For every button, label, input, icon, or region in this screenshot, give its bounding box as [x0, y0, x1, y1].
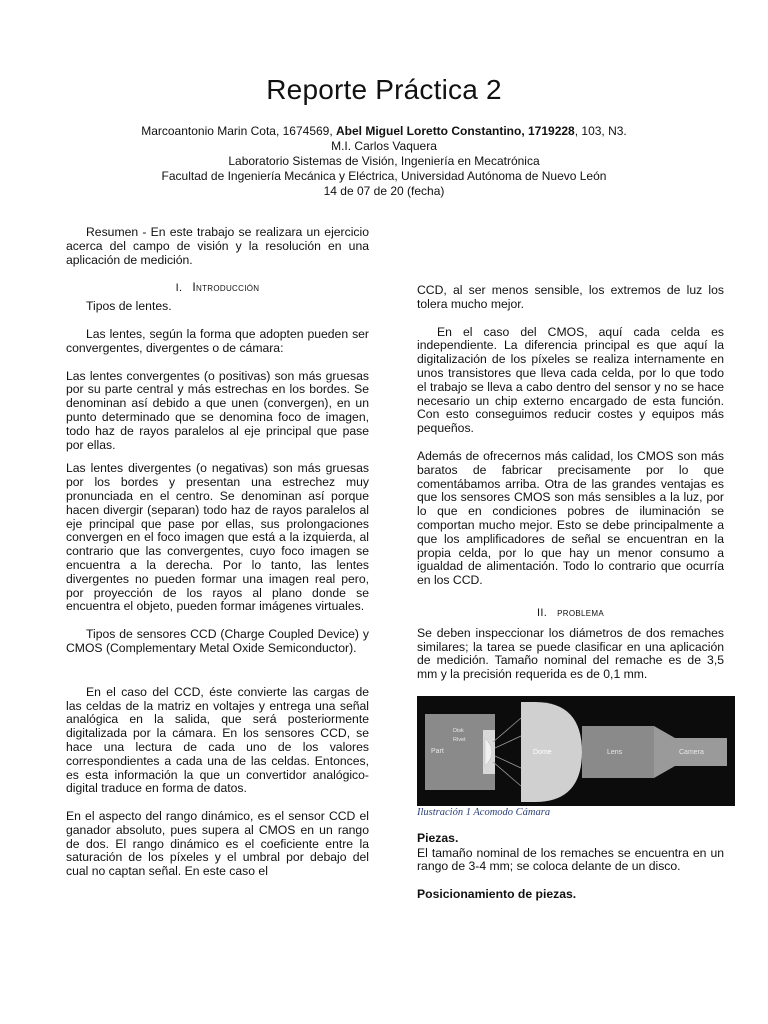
- left-column: [66, 226, 369, 879]
- label-rivet: Rivet: [453, 736, 466, 743]
- section-2-number: II.: [537, 606, 548, 619]
- section-1-heading: [66, 281, 369, 296]
- abstract: Resumen - En este trabajo se realizara un ejercicio acerca del campo de visión y la resolución en una aplicación de medición.: [66, 225, 369, 267]
- section-2-title: problema: [557, 604, 604, 619]
- paragraph-ccd-continued: CCD, al ser menos sensible, los extremos de luz los tolera mucho mejor.: [417, 283, 724, 311]
- page-title: Reporte Práctica 2: [266, 74, 502, 105]
- paragraph-piezas: El tamaño nominal de los remaches se encuentra en un rango de 3-4 mm; se coloca delante de un disco.: [417, 845, 724, 874]
- paragraph-cmos: En el caso del CMOS, aquí cada celda es independiente. La diferencia principal es que aquí la digitalización de los píxeles se realiza internamente en unos transistores que lleva cada celda, por lo que todo el trabajo se lleva a cabo dentro del sensor y no se hace necesario un chip externo encargado de esta función. Con esto conseguimos reducir costes y equipos más pequeños.: [417, 324, 724, 436]
- paragraph-sensores: Tipos de sensores CCD (Charge Coupled Device) y CMOS (Complementary Metal Oxide Semiconductor).: [66, 627, 369, 655]
- header-block: [0, 124, 768, 199]
- camera-setup-diagram: [417, 696, 735, 806]
- label-lens: Lens: [607, 748, 623, 756]
- label-part: Part: [431, 747, 444, 755]
- paragraph-rango-dinamico: En el aspecto del rango dinámico, es el sensor CCD el ganador absoluto, pues supera al CMOS en un rango de dos. El rango dinámico es el coeficiente entre la saturación de los píxeles y el umbral por debajo del cual no captan señal. En este caso el: [66, 809, 369, 879]
- paragraph-convergentes: Las lentes convergentes (o positivas) son más gruesas por su parte central y más estrechas en los bordes. Se denominan así debido a que unen (convergen), en un punto determinado que se denomina foco de imagen, todo haz de rayos paralelos al eje principal que pase por ellas.: [66, 368, 369, 452]
- paragraph-tipos-lentes: Tipos de lentes.: [86, 299, 172, 314]
- paragraph-divergentes: Las lentes divergentes (o negativas) son más gruesas por los bordes y presentan una estrechez muy pronunciada en el centro. Se denominan así porque hacen divergir (separan) todo haz de rayos paralelos al eje principal que pase por ellas, sus prolongaciones convergen en el foco imagen que está a la izquierda, al contrario que las convergentes, cuyo foco imagen se encuentra a la derecha. Por lo tanto, las lentes divergentes no pueden formar una imagen real pero, por proyección de los rayos al plano donde se encuentra el objeto, pueden formar imágenes virtuales.: [66, 461, 369, 614]
- label-disk: Disk: [453, 727, 464, 734]
- authors-regular-2: , 103, N3.: [574, 124, 627, 138]
- paragraph-lentes-forma: Las lentes, según la forma que adopten pueden ser convergentes, divergentes o de cámara:: [66, 326, 369, 355]
- authors-regular-1: Marcoantonio Marin Cota, 1674569,: [141, 124, 337, 138]
- piezas-heading: Piezas.: [417, 830, 459, 845]
- paragraph-ccd: En el caso del CCD, éste convierte las cargas de las celdas de la matriz en voltajes y entrega una señal analógica en la salida, que será posteriormente digitalizada por la cámara. En los sensores CCD, se hace una lectura de cada uno de los valores correspondientes a cada una de las celdas. Entonces, es esta información la que un convertidor analógico-digital traduce en forma de datos.: [66, 684, 369, 796]
- advisor-line: M.I. Carlos Vaquera: [331, 139, 437, 153]
- figure-caption: Ilustración 1 Acomodo Cámara: [417, 806, 551, 818]
- authors-line: [0, 124, 768, 139]
- section-1-title: Introducción: [192, 280, 260, 295]
- paragraph-problema: Se deben inspeccionar los diámetros de dos remaches similares; la tarea se puede clasificar en una aplicación de medición. Tamaño nominal del remache es de 3,5 mm y la precisión requerida es de 0,1 mm.: [417, 625, 724, 682]
- paragraph-ademas: Además de ofrecernos más calidad, los CMOS son más baratos de fabricar precisamente por lo que comentábamos arriba. Otra de las grandes ventajas es que los sensores CMOS son más sensibles a la luz, por lo que en condiciones pobres de iluminación se comportan mucho mejor. Esto se debe principalmente a que los amplificadores de señal se encuentran en la propia celda, por lo que hay un menor consumo a igualdad de alimentación. Todo lo contrario que ocurría en los CCD.: [417, 448, 724, 588]
- camera-setup-figure: [417, 696, 735, 806]
- section-1-number: I.: [175, 282, 183, 295]
- section-2-heading: [417, 606, 724, 621]
- posicionamiento-heading: Posicionamiento de piezas.: [417, 887, 577, 902]
- faculty-line: Facultad de Ingeniería Mecánica y Eléctrica, Universidad Autónoma de Nuevo León: [161, 169, 607, 183]
- right-column: [417, 284, 724, 902]
- label-dome: Dome: [533, 748, 552, 756]
- label-camera: Camera: [679, 748, 704, 756]
- authors-bold: Abel Miguel Loretto Constantino, 1719228: [336, 124, 575, 138]
- lab-line: Laboratorio Sistemas de Visión, Ingeniería en Mecatrónica: [228, 154, 540, 168]
- date-line: 14 de 07 de 20 (fecha): [323, 184, 445, 198]
